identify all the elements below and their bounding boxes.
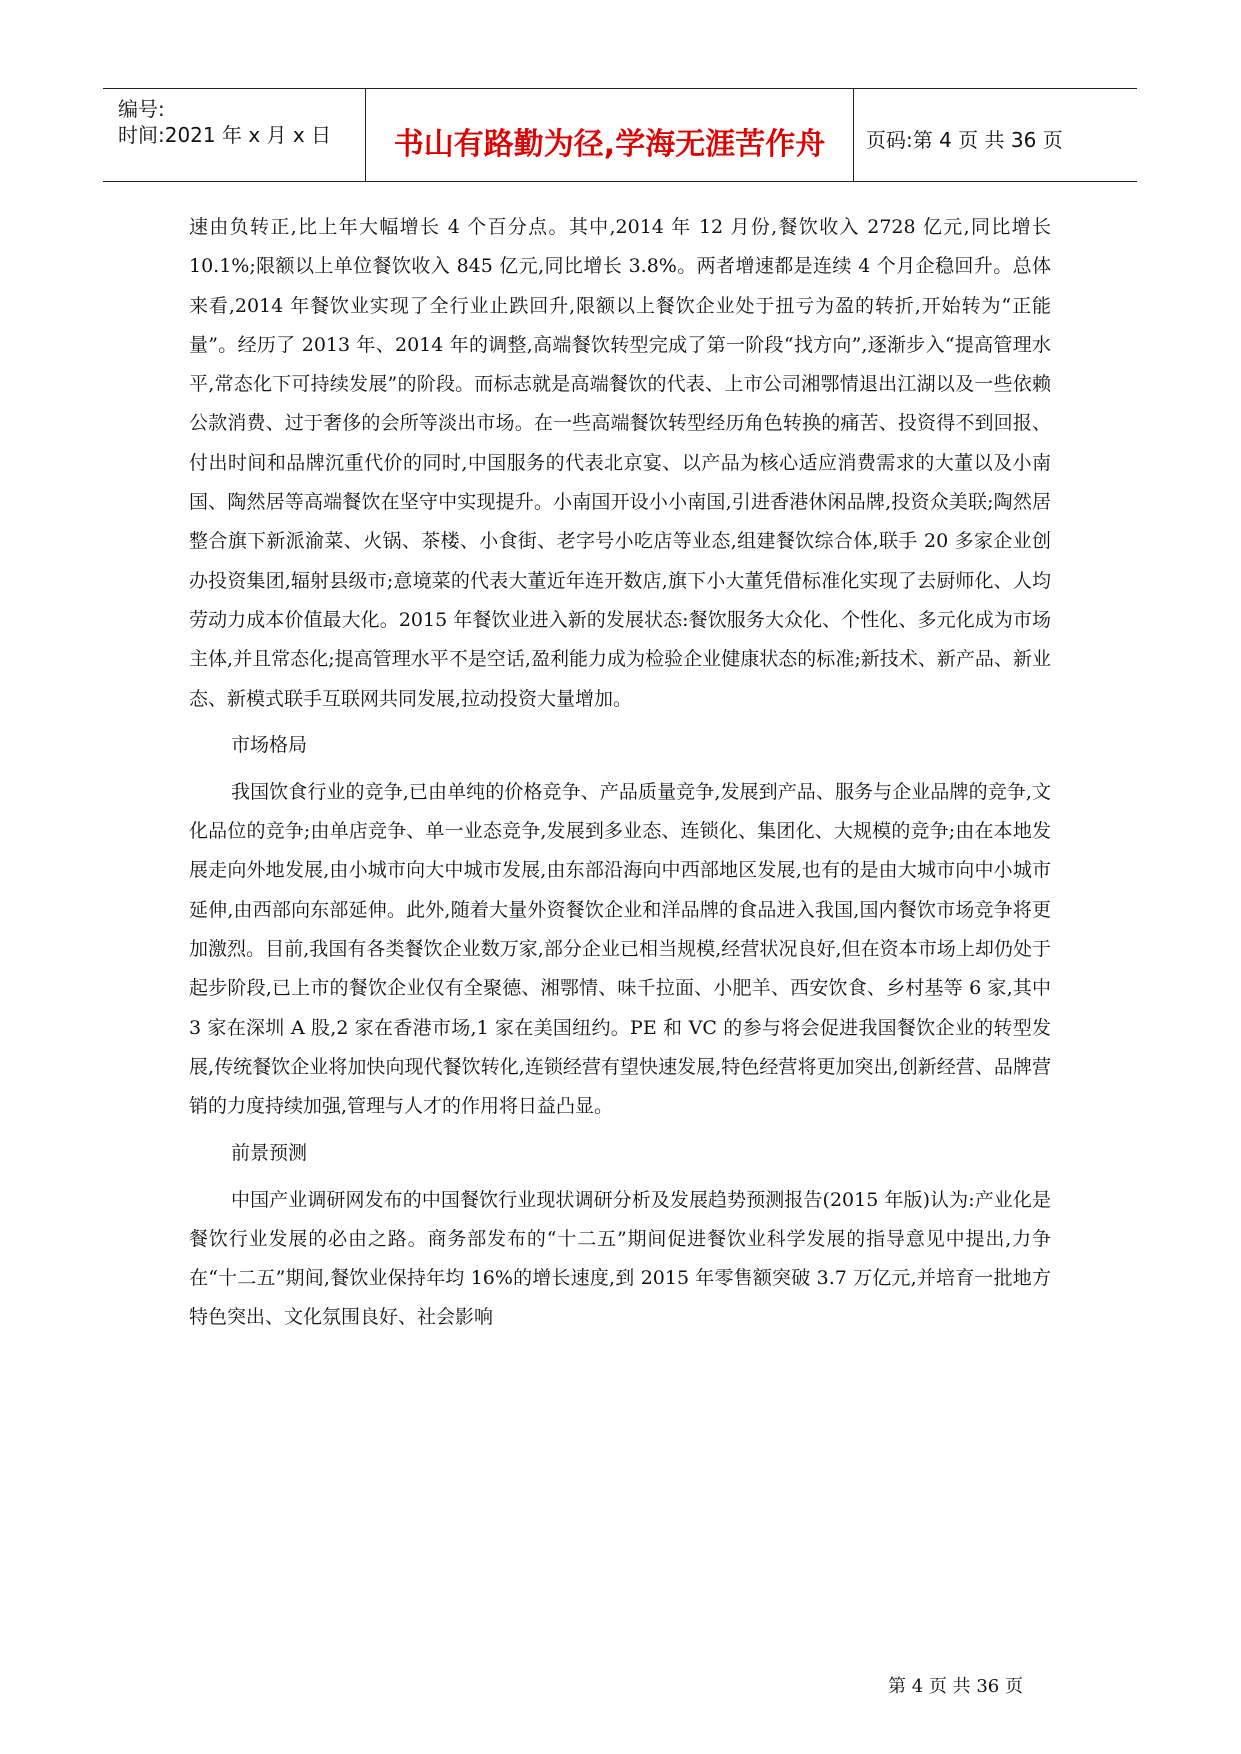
header-page-cell bbox=[854, 89, 1137, 181]
header-page-info: 页码:第 4 页 共 36 页 bbox=[866, 128, 1063, 152]
header-motto-cell bbox=[366, 89, 854, 181]
section-heading-forecast: 前景预测 bbox=[231, 1141, 308, 1164]
section-heading-market: 市场格局 bbox=[231, 733, 308, 756]
body-paragraph: 我国饮食行业的竞争,已由单纯的价格竞争、产品质量竞争,发展到产品、服务与企业品牌的竞争,文化品位的竞争;由单店竞争、单一业态竞争,发展到多业态、连锁化、集团化、大规模的竞争;由在本地发展走向外地发展,由小城市向大中城市发展,由东部沿海向中西部地区发展,也有的是由大城市向中小城市延伸,由西部向东部延伸。此外,随着大量外资餐饮企业和洋品牌的食品进入我国,国内餐饮市场竞争将更加激烈。目前,我国有各类餐饮企业数万家,部分企业已相当规模,经营状况良好,但在资本市场上却仍处于起步阶段,已上市的餐饮企业仅有全聚德、湘鄂情、味千拉面、小肥羊、西安饮食、乡村基等 6 家,其中 3 家在深圳 A 股,2 家在香港市场,1 家在美国纽约。PE 和 VC 的参与将会促进我国餐饮企业的转型发展,传统餐饮企业将加快向现代餐饮转化,连锁经营有望快速发展,特色经营将更加突出,创新经营、品牌营销的力度持续加强,管理与人才的作用将日益凸显。 bbox=[189, 780, 1051, 1118]
document-time-label: 时间:2021 年 x 月 x 日 bbox=[118, 123, 332, 147]
document-number-label: 编号: bbox=[118, 97, 165, 121]
body-paragraph: 速由负转正,比上年大幅增长 4 个百分点。其中,2014 年 12 月份,餐饮收入 2728 亿元,同比增长 10.1%;限额以上单位餐饮收入 845 亿元,同比增长 3.8%。两者增速都是连续 4 个月企稳回升。总体来看,2014 年餐饮业实现了全行业止跌回升,限额以上餐饮企业处于扭亏为盈的转折,开始转为“正能量”。经历了 2013 年、2014 年的调整,高端餐饮转型完成了第一阶段“找方向”,逐渐步入“提高管理水平,常态化下可持续发展”的阶段。而标志就是高端餐饮的代表、上市公司湘鄂情退出江湖以及一些依赖公款消费、过于奢侈的会所等淡出市场。在一些高端餐饮转型经历角色转换的痛苦、投资得不到回报、付出时间和品牌沉重代价的同时,中国服务的代表北京宴、以产品为核心适应消费需求的大董以及小南国、陶然居等高端餐饮在坚守中实现提升。小南国开设小小南国,引进香港休闲品牌,投资众美联;陶然居整合旗下新派渝菜、火锅、茶楼、小食街、老字号小吃店等业态,组建餐饮综合体,联手 20 多家企业创办投资集团,辐射县级市;意境菜的代表大董近年连开数店,旗下小大董凭借标准化实现了去厨师化、人均劳动力成本价值最大化。2015 年餐饮业进入新的发展状态:餐饮服务大众化、个性化、多元化成为市场主体,并且常态化;提高管理水平不是空话,盈利能力成为检验企业健康状态的标准;新技术、新产品、新业态、新模式联手互联网共同发展,拉动投资大量增加。 bbox=[189, 216, 1051, 710]
header-motto: 书山有路勤为径,学海无涯苦作舟 bbox=[393, 127, 826, 162]
page-footer: 第 4 页 共 36 页 bbox=[888, 1676, 1023, 1697]
body-paragraph: 中国产业调研网发布的中国餐饮行业现状调研分析及发展趋势预测报告(2015 年版)认为:产业化是餐饮行业发展的必由之路。商务部发布的“十二五”期间促进餐饮业科学发展的指导意见中提出,力争在“十二五”期间,餐饮业保持年均 16%的增长速度,到 2015 年零售额突破 3.7 万亿元,并培育一批地方特色突出、文化氛围良好、社会影响 bbox=[189, 1188, 1051, 1329]
document-body bbox=[189, 208, 1051, 1338]
page-header bbox=[103, 88, 1137, 182]
header-meta-cell bbox=[103, 89, 366, 181]
